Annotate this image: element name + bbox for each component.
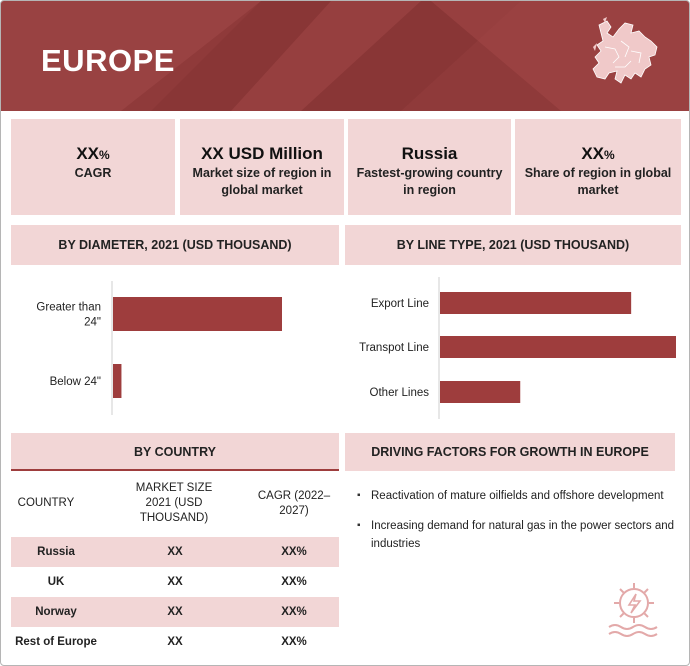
country-table-header: [11, 473, 339, 535]
kpi-region-share: [515, 119, 681, 215]
row-market-size: XX: [167, 636, 183, 648]
category-label: Greater than: [36, 301, 101, 314]
kpi-fastest-country-label: Fastest-growing country in region: [356, 166, 503, 197]
kpi-region-share-label: Share of region in global market: [524, 166, 672, 197]
kpi-cagr-unit: %: [99, 148, 110, 162]
kpi-market-size: [180, 119, 344, 215]
diameter-bar-chart: [11, 273, 339, 423]
row-country: UK: [47, 576, 65, 588]
factors-section-header: DRIVING FACTORS FOR GROWTH IN EUROPE: [345, 433, 675, 471]
kpi-fastest-country-value: Russia: [401, 144, 458, 163]
page-title: EUROPE: [41, 43, 175, 78]
category-label: Other Lines: [369, 387, 429, 399]
col-header-market-size: MARKET SIZE 2021 (USD THOUSAND): [135, 482, 213, 524]
col-header-cagr: CAGR (2022–2027): [257, 490, 331, 517]
kpi-row: [11, 119, 681, 215]
country-table: [11, 473, 339, 659]
kpi-region-share-unit: %: [604, 148, 615, 162]
table-row: [11, 567, 339, 597]
list-item: ▪ Reactivation of mature oilfields and offshore development: [357, 487, 677, 505]
driving-factors-list: [357, 487, 677, 565]
category-label: Below 24": [49, 376, 101, 388]
kpi-cagr-value: XX: [76, 144, 99, 163]
col-header-country: COUNTRY: [17, 497, 75, 509]
region-header: [1, 1, 690, 111]
category-label: 24": [84, 316, 101, 329]
bar-0: [440, 292, 631, 314]
kpi-region-share-value: XX: [581, 144, 604, 163]
row-country: Russia: [37, 546, 75, 558]
kpi-market-size-label: Market size of region in global market: [192, 166, 332, 197]
bar-0: [113, 297, 282, 331]
table-row: [11, 627, 339, 657]
line-type-bar-chart: [345, 273, 681, 423]
row-market-size: XX: [167, 576, 183, 588]
diameter-section-header: BY DIAMETER, 2021 (USD THOUSAND): [11, 225, 339, 265]
table-row: [11, 597, 339, 627]
kpi-cagr: [11, 119, 175, 215]
line-type-section-header: BY LINE TYPE, 2021 (USD THOUSAND): [345, 225, 681, 265]
row-cagr: XX%: [281, 606, 307, 618]
kpi-fastest-country: [348, 119, 511, 215]
list-item: ▪ Increasing demand for natural gas in the power sectors and industries: [357, 517, 677, 553]
row-cagr: XX%: [281, 546, 307, 558]
kpi-cagr-label: CAGR: [74, 166, 112, 180]
row-market-size: XX: [167, 606, 183, 618]
table-row: [11, 537, 339, 567]
row-cagr: XX%: [281, 576, 307, 588]
country-section-header: BY COUNTRY: [11, 433, 339, 471]
row-cagr: XX%: [281, 636, 307, 648]
energy-gear-icon: [603, 579, 665, 641]
bar-2: [440, 381, 520, 403]
category-label: Transpot Line: [359, 342, 429, 354]
row-country: Rest of Europe: [15, 636, 97, 648]
kpi-market-size-value: XX USD Million: [201, 144, 323, 163]
europe-map-icon: [585, 17, 663, 91]
bar-1: [113, 364, 121, 398]
row-market-size: XX: [167, 546, 183, 558]
category-label: Export Line: [370, 298, 429, 310]
bar-1: [440, 336, 676, 358]
row-country: Norway: [35, 606, 77, 618]
